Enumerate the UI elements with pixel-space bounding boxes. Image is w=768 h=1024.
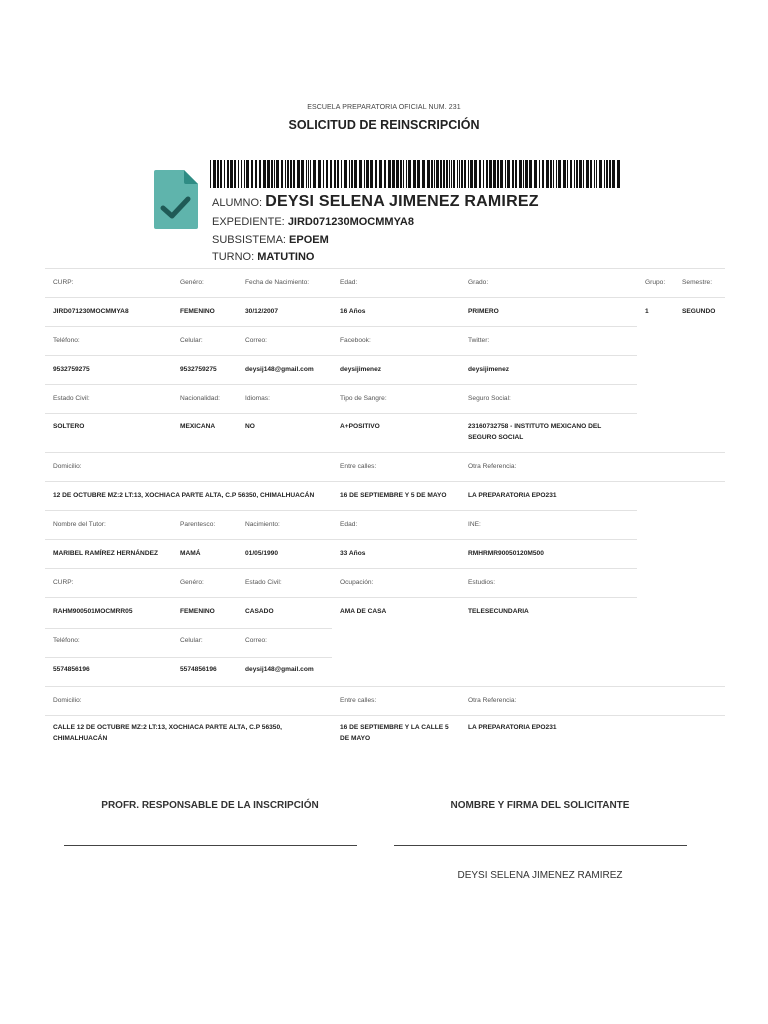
- phone-label: Teléfono:: [53, 337, 80, 344]
- table-row: [45, 657, 332, 686]
- address-label: Domicilio:: [53, 463, 82, 470]
- civil-status-value: SOLTERO: [53, 423, 85, 430]
- tutor-email-value: deysij148@gmail.com: [245, 666, 314, 673]
- relationship-value: MAMÁ: [180, 550, 201, 557]
- tutor-phone-label: Teléfono:: [53, 637, 80, 644]
- social-security-value: 23160732758 - INSTITUTO MEXICANO DEL SEGURO SOCIAL: [468, 423, 602, 441]
- semester-value: SEGUNDO: [682, 308, 716, 315]
- birthdate-label: Fecha de Nacimiento:: [245, 279, 310, 286]
- tutor-age-label: Edad:: [340, 521, 358, 528]
- table-row: [45, 539, 637, 568]
- table-row: [45, 268, 725, 297]
- student-name-line: [212, 193, 539, 211]
- civil-status-label: Estado Civil:: [53, 395, 90, 402]
- address-value: 12 DE OCTUBRE MZ:2 LT:13, XOCHIACA PARTE ALTA, C.P 56350, CHIMALHUACÁN: [53, 492, 315, 499]
- tutor-reference-value: LA PREPARATORIA EPO231: [468, 724, 557, 731]
- tutor-curp-value: RAHM900501MOCMRR05: [53, 608, 133, 615]
- table-row: [45, 510, 637, 539]
- table-row: [45, 686, 725, 715]
- table-row: [45, 568, 637, 597]
- table-row: [45, 413, 637, 452]
- subsistema-value: EPOEM: [289, 234, 329, 246]
- applicant-signature-line: [394, 845, 687, 846]
- facebook-label: Facebook:: [340, 337, 371, 344]
- expediente-line: [212, 216, 414, 228]
- turno-value: MATUTINO: [257, 251, 315, 263]
- twitter-value: deysijimenez: [468, 366, 510, 373]
- table-row: [45, 715, 725, 755]
- tutor-name-value: MARIBEL RAMÍREZ HERNÁNDEZ: [53, 550, 159, 557]
- tutor-age-value: 33 Años: [340, 550, 366, 557]
- nationality-value: MEXICANA: [180, 423, 216, 430]
- tutor-name-label: Nombre del Tutor:: [53, 521, 106, 528]
- tutor-email-label: Correo:: [245, 637, 267, 644]
- table-row: [45, 597, 637, 626]
- ine-label: INE:: [468, 521, 481, 528]
- tutor-phone-value: 5574856196: [53, 666, 90, 673]
- reference-value: LA PREPARATORIA EPO231: [468, 492, 557, 499]
- barcode: [210, 160, 621, 188]
- tutor-address-value: CALLE 12 DE OCTUBRE MZ:2 LT:13, XOCHIACA PARTE ALTA, C.P 56350, CHIMALHUACÁN: [53, 724, 282, 742]
- birthdate-value: 30/12/2007: [245, 308, 279, 315]
- between-streets-value: 16 DE SEPTIEMBRE Y 5 DE MAYO: [340, 492, 447, 499]
- turno-line: [212, 251, 314, 263]
- between-streets-label: Entre calles:: [340, 463, 377, 470]
- ine-value: RMHRMR90050120M500: [468, 550, 544, 557]
- phone-value: 9532759275: [53, 366, 90, 373]
- age-label: Edad:: [340, 279, 358, 286]
- tutor-between-streets-value: 16 DE SEPTIEMBRE Y LA CALLE 5 DE MAYO: [340, 724, 449, 742]
- turno-label: TURNO:: [212, 251, 255, 263]
- semester-label: Semestre:: [682, 279, 713, 286]
- expediente-value: JIRD071230MOCMMYA8: [287, 216, 414, 228]
- curp-value: JIRD071230MOCMMYA8: [53, 308, 129, 315]
- languages-label: Idiomas:: [245, 395, 270, 402]
- relationship-label: Parentesco:: [180, 521, 216, 528]
- tutor-civil-status-value: CASADO: [245, 608, 274, 615]
- tutor-gender-label: Genéro:: [180, 579, 204, 586]
- tutor-curp-label: CURP:: [53, 579, 74, 586]
- subsistema-label: SUBSISTEMA:: [212, 234, 286, 246]
- table-row: [45, 481, 725, 510]
- table-row: [45, 355, 637, 384]
- responsible-signature-label: PROFR. RESPONSABLE DE LA INSCRIPCIÓN: [101, 800, 319, 811]
- tutor-gender-value: FEMENINO: [180, 608, 215, 615]
- studies-label: Estudios:: [468, 579, 496, 586]
- student-name: DEYSI SELENA JIMENEZ RAMIREZ: [265, 193, 539, 210]
- email-label: Correo:: [245, 337, 267, 344]
- group-value: 1: [645, 308, 649, 315]
- curp-label: CURP:: [53, 279, 74, 286]
- twitter-label: Twitter:: [468, 337, 490, 344]
- tutor-reference-label: Otra Referencia:: [468, 697, 517, 704]
- grade-value: PRIMERO: [468, 308, 499, 315]
- blood-type-value: A+POSITIVO: [340, 423, 380, 430]
- table-row: [45, 297, 725, 326]
- age-value: 16 Años: [340, 308, 366, 315]
- table-row: [45, 326, 637, 355]
- tutor-cell-value: 5574856196: [180, 666, 217, 673]
- table-row: [45, 452, 725, 481]
- tutor-between-streets-label: Entre calles:: [340, 697, 377, 704]
- facebook-value: deysijimenez: [340, 366, 382, 373]
- reference-label: Otra Referencia:: [468, 463, 517, 470]
- studies-value: TELESECUNDARIA: [468, 608, 529, 615]
- tutor-cell-label: Celular:: [180, 637, 203, 644]
- expediente-label: EXPEDIENTE:: [212, 216, 285, 228]
- tutor-birth-label: Nacimiento:: [245, 521, 280, 528]
- cell-label: Celular:: [180, 337, 203, 344]
- languages-value: NO: [245, 423, 255, 430]
- genero-value: FEMENINO: [180, 308, 215, 315]
- applicant-signature-label: NOMBRE Y FIRMA DEL SOLICITANTE: [450, 800, 630, 811]
- applicant-name: DEYSI SELENA JIMENEZ RAMIREZ: [457, 870, 623, 881]
- email-value: deysij148@gmail.com: [245, 366, 314, 373]
- table-row: [45, 628, 332, 657]
- alumno-label: ALUMNO:: [212, 197, 263, 209]
- group-label: Grupo:: [645, 279, 666, 286]
- subsistema-line: [212, 234, 329, 246]
- responsible-signature-line: [64, 845, 357, 846]
- genero-label: Genéro:: [180, 279, 204, 286]
- table-row: [45, 384, 637, 413]
- document-title: SOLICITUD DE REINSCRIPCIÓN: [288, 118, 480, 132]
- tutor-address-label: Domicilio:: [53, 697, 82, 704]
- document-check-icon: [154, 170, 198, 229]
- occupation-label: Ocupación:: [340, 579, 374, 586]
- nationality-label: Nacionalidad:: [180, 395, 220, 402]
- tutor-birth-value: 01/05/1990: [245, 550, 279, 557]
- grade-label: Grado:: [468, 279, 489, 286]
- social-security-label: Seguro Social:: [468, 395, 511, 402]
- tutor-civil-status-label: Estado Civil:: [245, 579, 282, 586]
- cell-value: 9532759275: [180, 366, 217, 373]
- blood-type-label: Tipo de Sangre:: [340, 395, 387, 402]
- school-name: ESCUELA PREPARATORIA OFICIAL NUM. 231: [307, 104, 461, 111]
- occupation-value: AMA DE CASA: [340, 608, 387, 615]
